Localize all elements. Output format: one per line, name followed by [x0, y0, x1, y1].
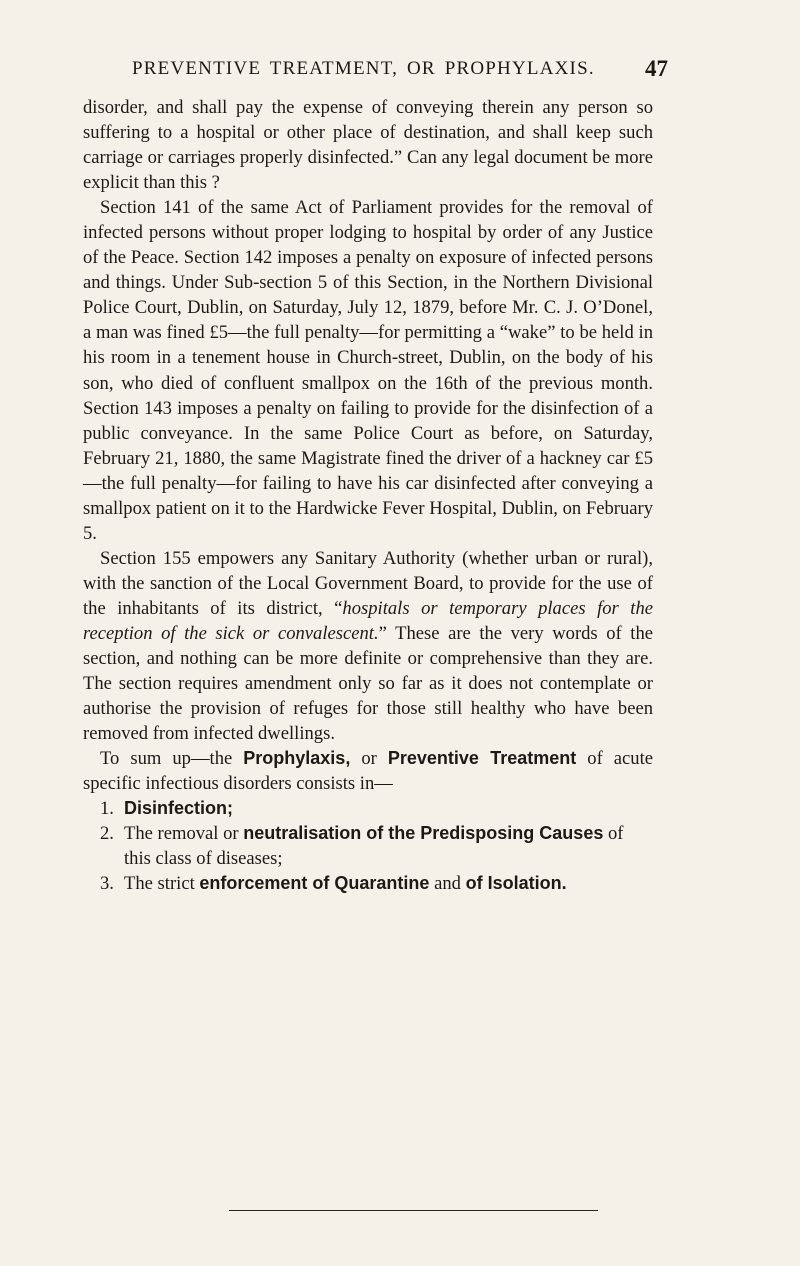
paragraph-continuation: disorder, and shall pay the expense of conveying therein any person so suffering to a hospital or other place of destination, and shall keep such carriage or carriages properly disinfected.” Can any legal document be more explicit than this ? [83, 97, 653, 194]
end-rule [229, 1210, 598, 1211]
bold-term: enforcement of Quarantine [199, 873, 430, 894]
list-item [83, 796, 653, 821]
text-run: To sum up—the [100, 748, 244, 770]
paragraph-sections-141-143: Section 141 of the same Act of Parliament provides for the removal of infected persons without proper lodging to hospital by order of any Justice of the Peace. Section 142 imposes a penalty on exposure of infected persons and things. Under Sub-section 5 of this Section, in the Northern Divisional Police Court, Dublin, on Saturday, July 12, 1879, before Mr. C. J. O’Donel, a man was fined £5—the full penalty—for permitting a “wake” to be held in his room in a tenement house in Church-street, Dublin, on the body of his son, who died of confluent smallpox on the 16th of the previous month. Section 143 imposes a penalty on failing to provide for the disinfection of a public conveyance. In the same Police Court as before, on Saturday, February 21, 1880, the same Magistrate fined the driver of a hackney car £5—the full penalty—for failing to have his car disinfected after conveying a smallpox patient on it to the Hardwicke Fever Hospital, Dublin, on February 5. [83, 197, 653, 544]
text-run: of this class of diseases; [124, 823, 624, 870]
text-run: Section 155 empowers any Sanitary Authority (whether urban or rural), with the sanction of the Local Government Board, to provide for the use of the inhabitants of its district, “ [83, 547, 653, 619]
list-number: 1. [100, 798, 114, 820]
paragraph-section-155 [83, 546, 653, 746]
bold-term: Preventive Treatment [387, 748, 577, 769]
page-header [0, 58, 800, 88]
bold-term: Disinfection; [124, 798, 234, 819]
paragraph-summary [83, 746, 653, 796]
text-run: ” These are the very words of the section, and nothing can be more definite or comprehensive than they are. The section requires amendment only so far as it does not contemplate or authorise the provision of refuges for those still healthy who have been removed from infected dwellings. [83, 622, 653, 745]
italic-quote: hospitals or temporary places for the reception of the sick or convalescent. [83, 597, 653, 644]
bold-term: neutralisation of the Predisposing Causes [243, 823, 604, 844]
text-run: The strict [124, 873, 200, 895]
list-item [83, 871, 653, 896]
bold-term: Prophylaxis, [243, 748, 351, 769]
text-run: or [350, 748, 388, 770]
list-number: 2. [100, 823, 114, 845]
bold-term: of Isolation. [465, 873, 567, 894]
running-head: PREVENTIVE TREATMENT, OR PROPHYLAXIS. [132, 58, 595, 79]
prophylaxis-list [83, 796, 653, 896]
text-run: and [429, 873, 466, 895]
list-number: 3. [100, 873, 114, 895]
body-text [83, 95, 653, 897]
text-run: The removal or [124, 823, 244, 845]
page-number: 47 [645, 56, 668, 81]
list-item [83, 821, 653, 871]
text-run: of acute specific infectious disorders consists in— [83, 748, 653, 795]
